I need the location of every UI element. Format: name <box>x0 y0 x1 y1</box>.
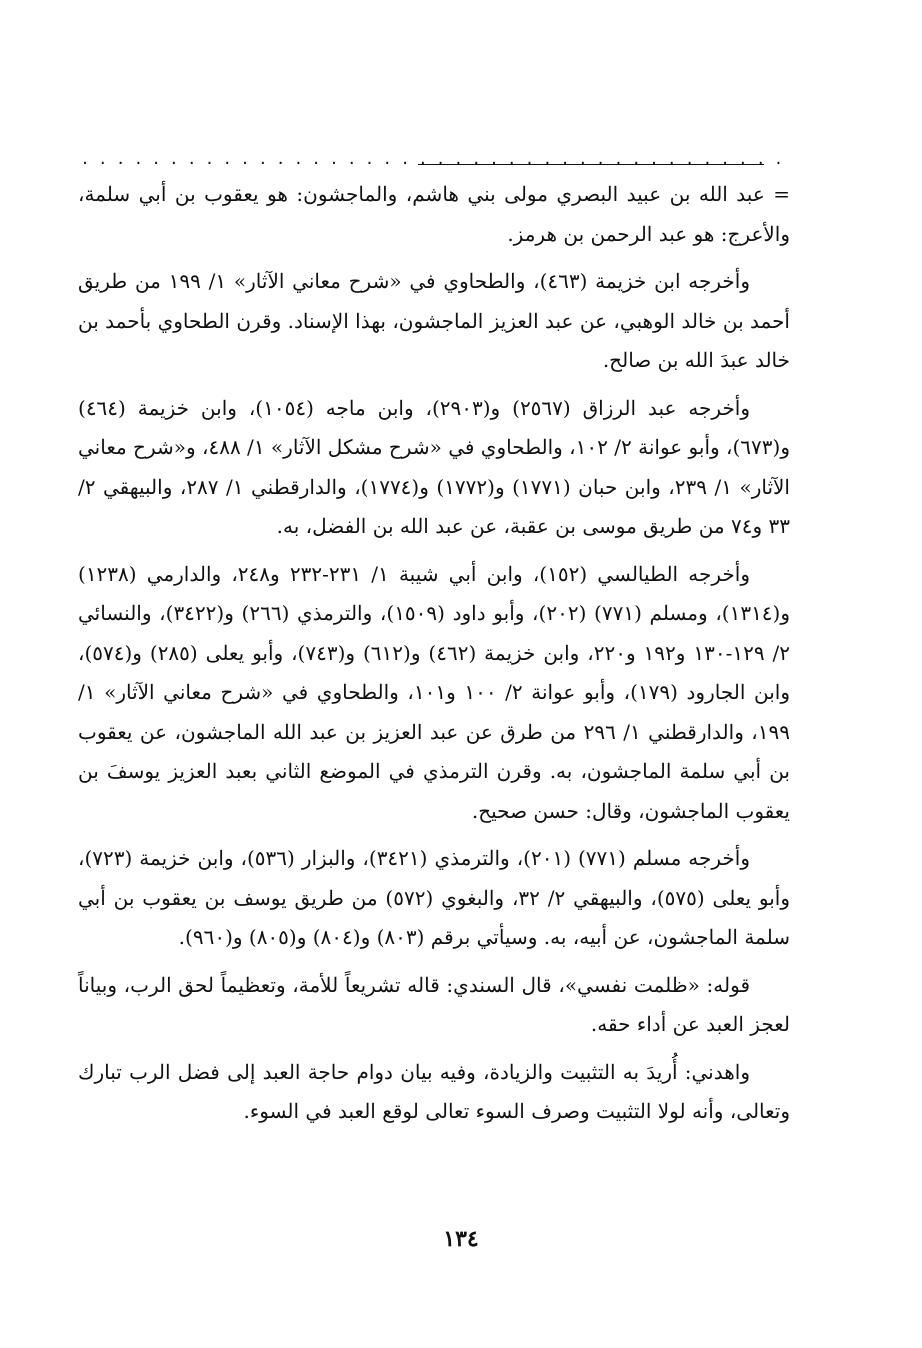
footnote-paragraph: = عبد الله بن عبيد البصري مولى بني هاشم، والماجشون: هو يعقوب بن أبي سلمة، والأعرج: هو عبد الرحمن بن هرمز. <box>78 182 790 246</box>
separator-dots: . . . . . . . . . . . . . . . . . . . . . . . . . . . . . . . . . . . . . . . . <box>82 148 782 169</box>
page-number: ١٣٤ <box>443 1226 479 1252</box>
footnote-paragraph: واهدني: أُريدَ به التثبيت والزيادة، وفيه بيان دوام حاجة العبد إلى فضل الرب تبارك وتعالى، وأنه لولا التثبيت وصرف السوء تعالى لوقع العبد في السوء. <box>78 1059 790 1123</box>
footnote-paragraph: قوله: «ظلمت نفسي»، قال السندي: قاله تشريعاً للأمة، وتعظيماً لحق الرب، وبياناً لعجز العبد عن أداء حقه. <box>78 972 790 1036</box>
footnote-paragraph: وأخرجه عبد الرزاق (٢٥٦٧) و(٢٩٠٣)، وابن ماجه (١٠٥٤)، وابن خزيمة (٤٦٤) و(٦٧٣)، وأبو عوانة ٢/ ١٠٢، والطحاوي في «شرح مشكل الآثار» ١/ ٤٨٨، و«شرح معاني الآثار» ١/ ٢٣٩، وابن حبان (١٧٧١) و(١٧٧٢) و(١٧٧٤)، والدارقطني ١/ ٢٨٧، والبيهقي ٢/ ٣٣ و٧٤ من طريق موسى بن عقبة، عن عبد الله بن الفضل، به. <box>78 395 790 538</box>
footnote-paragraph: وأخرجه الطيالسي (١٥٢)، وابن أبي شيبة ١/ ٢٣١-٢٣٢ و٢٤٨، والدارمي (١٢٣٨) و(١٣١٤)، ومسلم (٧٧١) (٢٠٢)، وأبو داود (١٥٠٩)، والترمذي (٢٦٦) و(٣٤٢٢)، والنسائي ٢/ ١٢٩-١٣٠ و١٩٢ و٢٢٠، وابن خزيمة (٤٦٢) و(٦١٢) و(٧٤٣)، وأبو يعلى (٢٨٥) و(٥٧٤)، وابن الجارود (١٧٩)، وأبو عوانة ٢/ ١٠٠ و١٠١، والطحاوي في «شرح معاني الآثار» ١/ ١٩٩، والدارقطني ١/ ٢٩٦ من طرق عن عبد العزيز بن عبد الله الماجشون، عن يعقوب بن أبي سلمة الماجشون، به. وقرن الترمذي في الموضع الثاني بعبد العزيز يوسفَ بن يعقوب الماجشون، وقال: حسن صحيح. <box>78 561 791 823</box>
footnote-paragraph: وأخرجه مسلم (٧٧١) (٢٠١)، والترمذي (٣٤٢١)، والبزار (٥٣٦)، وابن خزيمة (٧٢٣)، وأبو يعلى (٥٧٥)، والبيهقي ٢/ ٣٢، والبغوي (٥٧٢) من طريق يوسف بن يعقوب بن أبي سلمة الماجشون، عن أبيه، به. وسيأتي برقم (٨٠٣) و(٨٠٤) و(٨٠٥) و(٩٦٠). <box>78 846 791 949</box>
footnote-body <box>78 175 790 1140</box>
footnote-paragraph: وأخرجه ابن خزيمة (٤٦٣)، والطحاوي في «شرح معاني الآثار» ١/ ١٩٩ من طريق أحمد بن خالد الوهبي، عن عبد العزيز الماجشون، بهذا الإسناد. وقرن الطحاوي بأحمد بن خالد عبدَ الله بن صالح. <box>78 269 790 372</box>
footnote-rule <box>418 164 764 165</box>
